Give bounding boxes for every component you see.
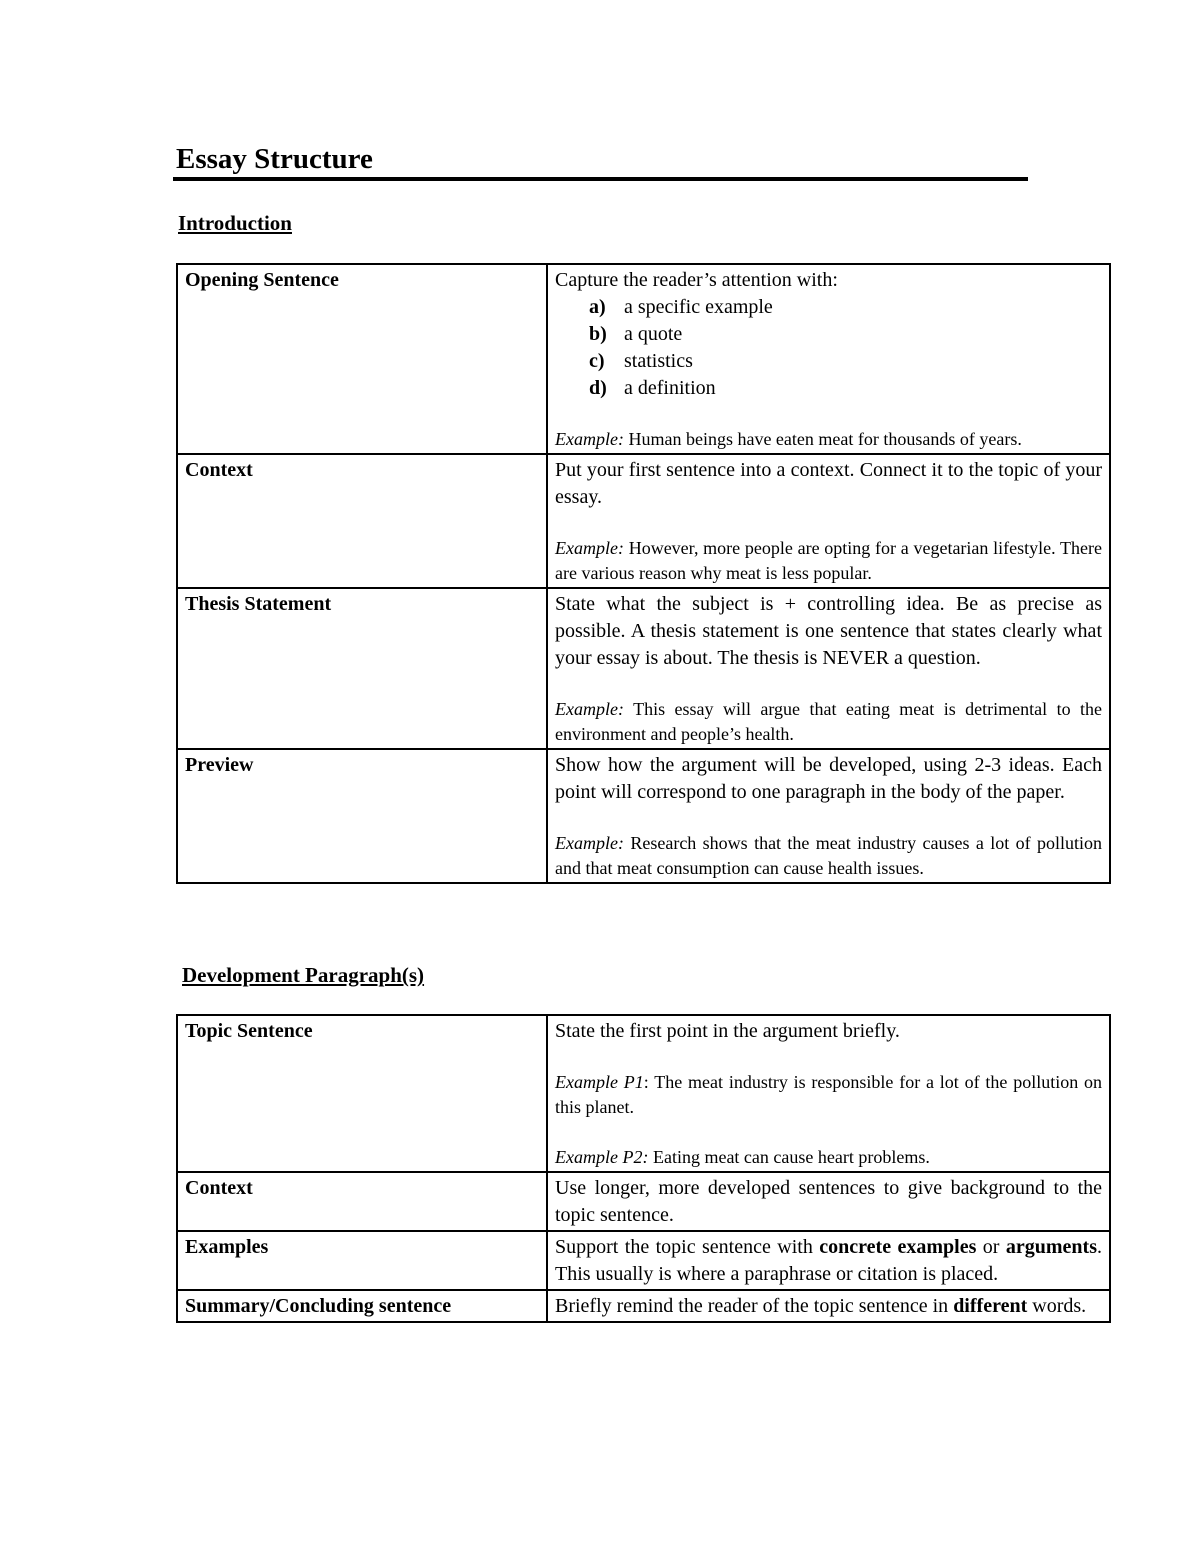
row-description: Briefly remind the reader of the topic sentence in different words. [547,1290,1110,1322]
row-label: Opening Sentence [177,264,547,454]
example-text: Example: Human beings have eaten meat for thousands of years. [555,429,1022,449]
description-text: State what the subject is + controlling idea. Be as precise as possible. A thesis statement is one sentence that states clearly what your essay is about. The thesis is NEVER a question. [555,593,1102,669]
row-label: Summary/Concluding sentence [177,1290,547,1322]
table-row [177,1015,1110,1172]
option-list [555,294,1102,402]
table-row [177,454,1110,588]
example-text: Example P1: The meat industry is responsible for a lot of the pollution on this planet. [555,1072,1103,1117]
description-text: Put your first sentence into a context. Connect it to the topic of your essay. [555,459,1102,508]
list-item: d) a definition [589,377,716,399]
row-description: Use longer, more developed sentences to give background to the topic sentence. [547,1172,1110,1231]
table-row [177,1290,1110,1322]
row-label: Preview [177,749,547,883]
row-description [547,749,1110,883]
table-row [177,264,1110,454]
row-label: Topic Sentence [177,1015,547,1172]
development-heading: Development Paragraph(s) [182,963,425,987]
list-item: a) a specific example [589,296,773,318]
row-description [547,1015,1110,1172]
example-text: Example: However, more people are opting for a vegetarian lifestyle. There are various reason why meat is less popular. [555,538,1102,583]
row-label: Examples [177,1231,547,1290]
row-label: Context [177,454,547,588]
row-description: Support the topic sentence with concrete examples or arguments. This usually is where a paraphrase or citation is placed. [547,1231,1110,1290]
row-description [547,264,1110,454]
row-label: Context [177,1172,547,1231]
table-row [177,588,1110,749]
example-text: Example: Research shows that the meat industry causes a lot of pollution and that meat consumption can cause health issues. [555,833,1102,878]
table-row [177,1172,1110,1231]
introduction-table [176,263,1111,884]
description-text: Capture the reader’s attention with: [555,269,838,291]
row-label: Thesis Statement [177,588,547,749]
row-description [547,454,1110,588]
page-title: Essay Structure [176,143,373,175]
title-rule [173,177,1028,181]
row-description [547,588,1110,749]
list-item: b) a quote [589,323,683,345]
description-text: State the first point in the argument briefly. [555,1020,900,1042]
table-row [177,1231,1110,1290]
example-text: Example: This essay will argue that eating meat is detrimental to the environment and people’s health. [555,699,1102,744]
example-text: Example P2: Eating meat can cause heart problems. [555,1147,930,1167]
description-text: Show how the argument will be developed, using 2-3 ideas. Each point will correspond to one paragraph in the body of the paper. [555,754,1102,803]
list-item: c) statistics [589,350,693,372]
table-row [177,749,1110,883]
introduction-heading: Introduction [178,211,292,235]
development-table [176,1014,1111,1323]
